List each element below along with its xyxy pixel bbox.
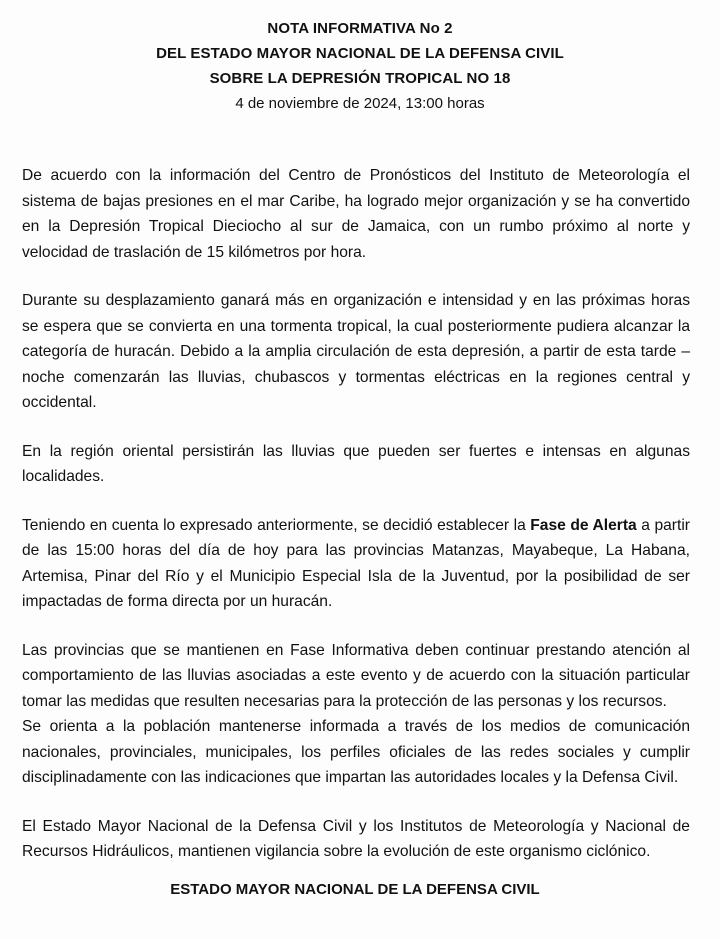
paragraph-alert-phase <box>22 513 690 615</box>
document-title: NOTA INFORMATIVA No 2 <box>267 20 453 37</box>
paragraph-system-status: De acuerdo con la información del Centro de Pronósticos del Instituto de Meteorología el sistema de bajas presiones en el mar Caribe, ha logrado mejor organización y se ha convertido en la Depresión Tropical Dieciocho al sur de Jamaica, con un rumbo próximo al norte y velocidad de traslación de 15 kilómetros por hora. <box>22 167 690 261</box>
paragraph-population-guidance: Se orienta a la población mantenerse informada a través de los medios de comunicación nacionales, provinciales, municipales, los perfiles oficiales de las redes sociales y cumplir disciplinadamente con las indicaciones que impartan las autoridades locales y la Defensa Civil. <box>22 718 690 786</box>
document-body <box>22 163 690 888</box>
paragraph-forecast: Durante su desplazamiento ganará más en organización e intensidad y en las próximas horas se espera que se convierta en una tormenta tropical, la cual posteriormente pudiera alcanzar la categoría de huracán. Debido a la amplia circulación de esta depresión, a partir de esta tarde – noche comenzarán las lluvias, chubascos y tormentas eléctricas en la regiones central y occidental. <box>22 292 690 411</box>
document-subject: SOBRE LA DEPRESIÓN TROPICAL NO 18 <box>209 70 511 87</box>
paragraph-monitoring: El Estado Mayor Nacional de la Defensa Civil y los Institutos de Meteorología y Nacional de Recursos Hidráulicos, mantienen vigilancia sobre la evolución de este organismo ciclónico. <box>22 817 690 860</box>
alert-text-after: a partir de las 15:00 horas del día de hoy para las provincias Matanzas, Mayabeque, La Habana, Artemisa, Pinar del Río y el Municipio Especial Isla de la Juventud, por la posibilidad de ser impactadas de forma directa por un huracán. <box>22 516 690 610</box>
document-date: 4 de noviembre de 2024, 13:00 horas <box>235 95 485 112</box>
document-signature: ESTADO MAYOR NACIONAL DE LA DEFENSA CIVIL <box>170 881 540 898</box>
document-header <box>0 16 720 116</box>
paragraph-eastern-region: En la región oriental persistirán las lluvias que pueden ser fuertes e intensas en algunas localidades. <box>22 442 690 485</box>
paragraph-informative-phase: Las provincias que se mantienen en Fase Informativa deben continuar prestando atención al comportamiento de las lluvias asociadas a este evento y de acuerdo con la situación particular tomar las medidas que resulten necesarias para la protección de las personas y los recursos. <box>22 641 690 710</box>
alert-text-before: Teniendo en cuenta lo expresado anteriormente, se decidió establecer la <box>22 516 531 534</box>
document-issuer: DEL ESTADO MAYOR NACIONAL DE LA DEFENSA CIVIL <box>156 45 564 62</box>
alert-phase-label: Fase de Alerta <box>530 516 637 534</box>
